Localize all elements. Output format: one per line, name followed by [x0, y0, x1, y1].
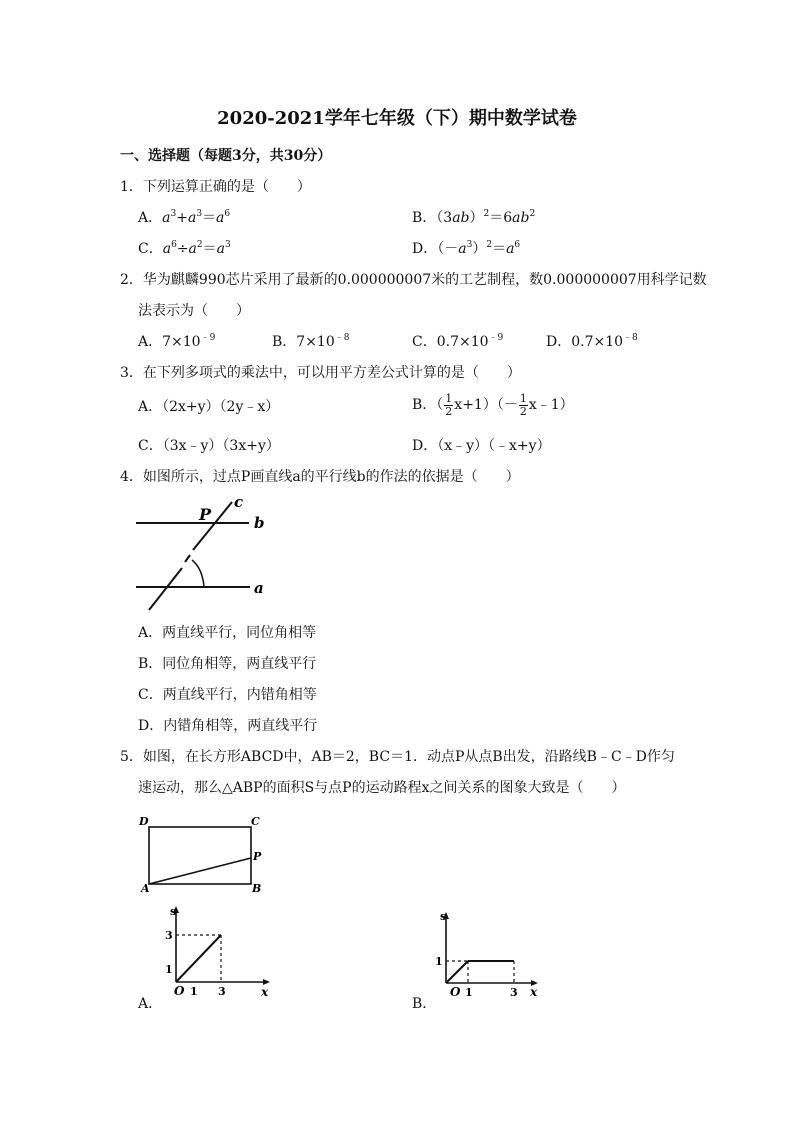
q3-option-a[interactable]: A．（2x+y）（2y﹣x）	[138, 399, 280, 415]
q5-option-a-label[interactable]: A．	[138, 996, 163, 1012]
angle-arc	[192, 560, 204, 586]
label-b: b	[254, 514, 265, 532]
segment-ap	[149, 858, 251, 884]
q1-option-d[interactable]: D．$(-a^3)^2=a^6$	[412, 240, 521, 257]
q3-option-b[interactable]: B．（ $\frac{1}{2}$ x+1）（－ $\frac{1}{2}$ x﹣1）	[412, 392, 574, 418]
label-d: D	[139, 815, 149, 828]
label-p: P	[253, 850, 262, 863]
transversal-lower	[149, 568, 182, 610]
origin-label: O	[450, 985, 461, 999]
y-tick-1: 1	[435, 955, 443, 968]
q3-option-c[interactable]: C．（3x﹣y）（3x+y）	[138, 438, 280, 454]
page-title: 2020-2021学年七年级（下）期中数学试卷	[217, 108, 577, 129]
rectangle-abcd-figure	[136, 812, 271, 896]
axis-label-s: s	[440, 910, 447, 923]
q4-option-c[interactable]: C．两直线平行，内错角相等	[138, 687, 317, 703]
rectangle	[149, 827, 251, 884]
question-4-stem: 4．如图所示，过点P画直线a的平行线b的作法的依据是（ ）	[120, 469, 520, 485]
label-b: B	[252, 882, 262, 895]
question-3-stem: 3．在下列多项式的乘法中，可以用平方差公式计算的是（ ）	[120, 365, 521, 381]
q2-option-c[interactable]: C．$0.7\times 10^{﹣9}$	[412, 333, 504, 350]
question-5-line2: 速运动，那么△ABP的面积S与点P的运动路程x之间关系的图象大致是（ ）	[138, 780, 626, 796]
origin-label: O	[174, 984, 185, 998]
label-a: A	[141, 882, 150, 895]
transversal-dash	[185, 555, 190, 562]
graph-option-b[interactable]	[430, 908, 545, 1002]
q4-option-a[interactable]: A．两直线平行，同位角相等	[138, 625, 317, 641]
q2-option-a[interactable]: A．$7\times 10^{﹣9}$	[138, 333, 216, 350]
fraction-half: $\frac{1}{2}$	[519, 392, 527, 418]
q4-option-d[interactable]: D．内错角相等，两直线平行	[138, 718, 318, 734]
y-tick-1: 1	[165, 963, 173, 976]
tick-3: 3	[510, 986, 518, 999]
label-c: c	[234, 494, 244, 511]
q2-option-d[interactable]: D．$0.7\times 10^{﹣8}$	[546, 333, 638, 350]
tick-1: 1	[465, 986, 473, 999]
q4-option-b[interactable]: B．同位角相等，两直线平行	[138, 656, 317, 672]
parallel-construction-figure	[130, 494, 275, 614]
section-heading: 一、选择题（每题3分，共30分）	[120, 148, 332, 164]
q1-option-c[interactable]: C．$a^6\div a^2=a^3$	[138, 240, 231, 257]
axis-label-x: x	[261, 985, 269, 999]
question-2-line1: 2．华为麒麟990芯片采用了最新的0.000000007米的工艺制程，数0.000000007用科学记数	[120, 272, 707, 288]
y-tick-3: 3	[165, 929, 173, 942]
question-1-stem: 1．下列运算正确的是（ ）	[120, 179, 311, 195]
axis-label-x: x	[530, 985, 538, 999]
graph-rise	[446, 961, 468, 983]
label-p: P	[199, 505, 212, 524]
graph-option-a[interactable]	[160, 902, 275, 1002]
q1-option-b[interactable]: B．$(3ab)^2=6ab^2$	[412, 209, 536, 226]
q2-option-b[interactable]: B．$7\times 10^{﹣8}$	[272, 333, 350, 350]
tick-1: 1	[190, 985, 198, 998]
tick-3: 3	[218, 985, 226, 998]
question-5-line1: 5．如图，在长方形ABCD中，AB＝2，BC＝1．动点P从点B出发，沿路线B﹣C﹣D作匀	[120, 749, 675, 765]
fraction-half: $\frac{1}{2}$	[445, 392, 453, 418]
q5-option-b-label[interactable]: B．	[412, 996, 437, 1012]
graph-line	[176, 935, 221, 982]
label-a: a	[254, 579, 264, 597]
q1-option-a[interactable]: A．$a^3+a^3=a^6$	[138, 209, 231, 226]
q3-option-d[interactable]: D．（x﹣y）（﹣x+y）	[412, 438, 551, 454]
axis-label-s: s	[170, 905, 177, 918]
question-2-line2: 法表示为（ ）	[138, 303, 250, 319]
label-c: C	[251, 815, 260, 828]
